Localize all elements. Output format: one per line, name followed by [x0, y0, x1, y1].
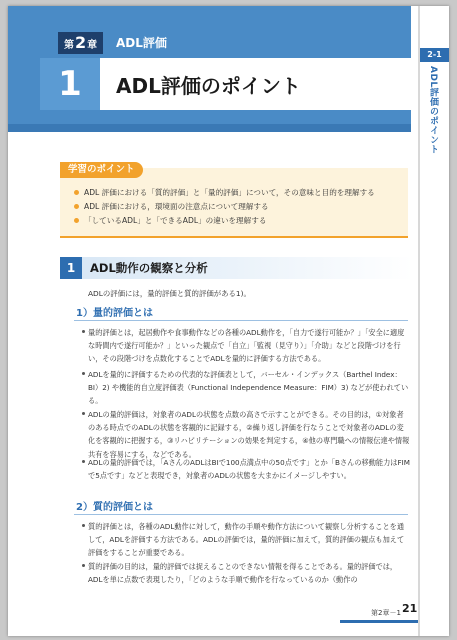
paragraph: 量的評価とは，起居動作や食事動作などの各種のADL動作を，「自力で遂行可能か？」「安全に適度な時間内で遂行可能か？」といった観点で「自立」「監視（見守り）」「介助」などと段階づけを行い，その段階づけを点数化することでADLを量的に評価する方法である。	[88, 326, 410, 366]
book-page	[8, 6, 449, 636]
header-stripe	[8, 124, 411, 132]
section-heading-title: ADL動作の観察と分析	[90, 261, 208, 275]
chapter-number: 2	[75, 33, 87, 52]
learning-points-list	[74, 186, 404, 228]
subheading-rule	[74, 514, 408, 515]
chapter-name: ADL評価	[116, 36, 167, 50]
section-title: ADL評価のポイント	[116, 74, 301, 98]
subheading-quantitative: 1）量的評価とは	[76, 308, 153, 319]
section-heading-number: 1	[60, 257, 82, 279]
learning-point-item: 「しているADL」と「できるADL」の違いを理解する	[74, 214, 404, 228]
paragraph: ADLの量的評価では，「AさんのADLはBIで100点満点中の50点です」とか「Bさんの移動能力はFIMで5点です」などと表現でき，対象者のADLの状態を大まかにイメージしやすい。	[88, 456, 410, 482]
side-tab-label: ADL評価のポイント	[428, 66, 438, 155]
chapter-suffix: 章	[87, 40, 98, 51]
learning-point-item: ADL 評価における，環境面の注意点について理解する	[74, 200, 404, 214]
page-number: 21	[402, 602, 418, 615]
section-number: 1	[40, 58, 100, 110]
paragraph: ADLを量的に評価するための代表的な評価表として，バーセル・インデックス（Barthel Index：BI）2) や機能的自立度評価表（Functional Independence Measure：FIM）3) などが使われている。	[88, 368, 410, 408]
chapter-tab	[58, 32, 103, 54]
intro-paragraph: ADLの評価には，量的評価と質的評価がある1)。	[88, 289, 251, 298]
chapter-prefix: 第	[64, 40, 74, 51]
side-index-tab	[420, 48, 449, 158]
chapter-header	[8, 6, 411, 132]
learning-point-item: ADL 評価における「質的評価」と「量的評価」について，その意味と目的を理解する	[74, 186, 404, 200]
subheading-qualitative: 2）質的評価とは	[76, 502, 153, 513]
footer-chapter-label: 第2章－1	[371, 609, 401, 617]
subheading-rule	[74, 320, 408, 321]
paragraph: 質的評価の目的は，量的評価では捉えることのできない情報を得ることである。量的評価では，ADLを単に点数で表現したり，「どのような手順で動作を行なっているのか（動作の	[88, 560, 410, 586]
footer-bar	[340, 620, 418, 623]
learning-points-label: 学習のポイント	[60, 162, 143, 178]
paragraph: ADLの量的評価は，対象者のADLの状態を点数の高さで示すことができる。その目的は，①対象者のある時点でのADLの状態を客観的に記録する，②繰り返し評価を行なうことで対象者のADLの変化を客観的に把握する，③リハビリテーションの効果を判定する，④他の専門職への情報伝達や情報共有を容易にする，などである。	[88, 408, 410, 461]
paragraph: 質的評価とは，各種のADL動作に対して，動作の手順や動作方法について観察し分析することを通して，ADLを評価する方法である。ADLの評価では，量的評価に加えて，質的評価の観点も加えて評価をすることが重要である。	[88, 520, 410, 560]
side-tab-number: 2-1	[420, 48, 449, 62]
